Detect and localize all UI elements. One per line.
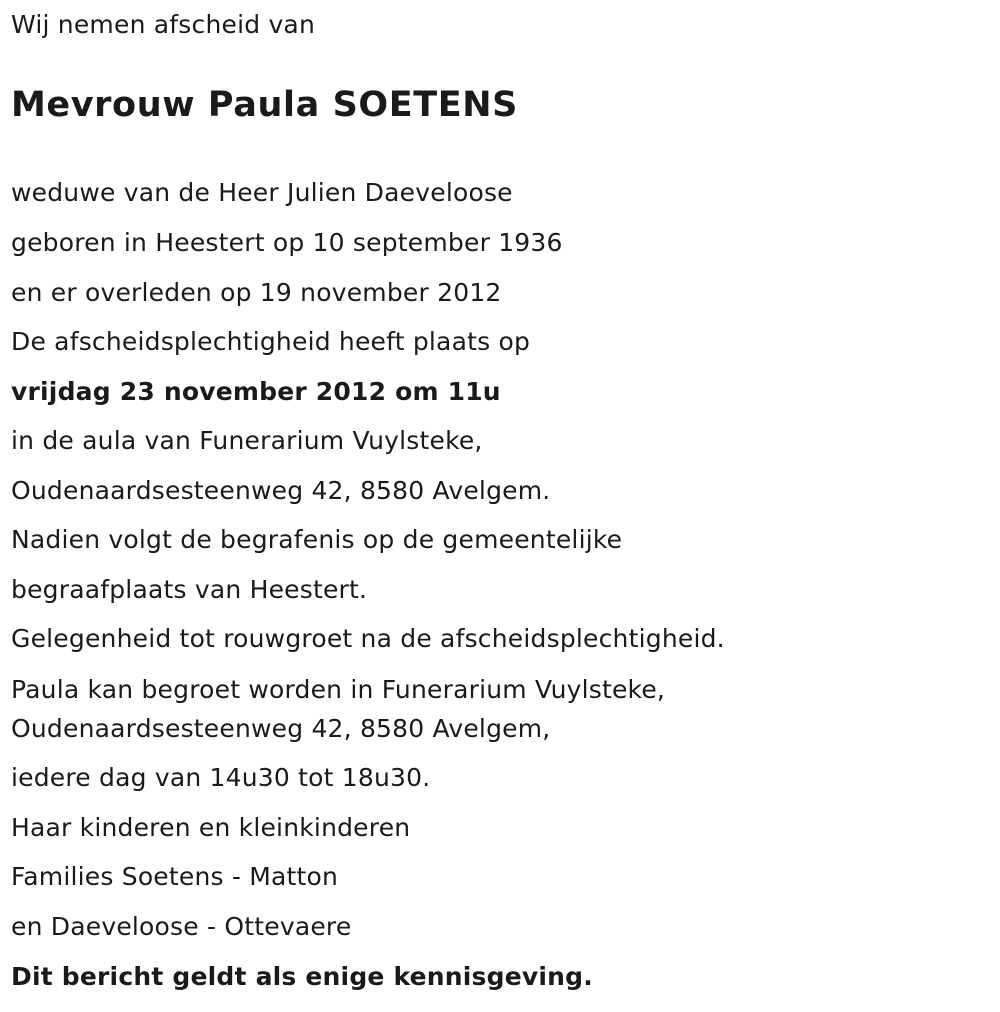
family-line-2: Families Soetens - Matton	[11, 862, 339, 891]
widow-line: weduwe van de Heer Julien Daeveloose	[11, 178, 513, 207]
deceased-name: Mevrouw Paula SOETENS	[11, 85, 518, 125]
intro-text: Wij nemen afscheid van	[11, 10, 315, 39]
visit-line-2: Oudenaardsesteenweg 42, 8580 Avelgem,	[11, 714, 551, 743]
visit-hours-line: iedere dag van 14u30 tot 18u30.	[11, 763, 431, 792]
condolence-line: Gelegenheid tot rouwgroet na de afscheidsplechtigheid.	[11, 624, 725, 653]
death-line: en er overleden op 19 november 2012	[11, 278, 502, 307]
burial-line-1: Nadien volgt de begrafenis op de gemeentelijke	[11, 525, 623, 554]
burial-line-2: begraafplaats van Heestert.	[11, 575, 368, 604]
visit-line-1: Paula kan begroet worden in Funerarium Vuylsteke,	[11, 675, 666, 704]
birth-line: geboren in Heestert op 10 september 1936	[11, 228, 563, 257]
closing-statement: Dit bericht geldt als enige kennisgeving.	[11, 962, 593, 991]
family-line-1: Haar kinderen en kleinkinderen	[11, 813, 411, 842]
ceremony-intro-line: De afscheidsplechtigheid heeft plaats op	[11, 327, 531, 356]
family-line-3: en Daeveloose - Ottevaere	[11, 912, 352, 941]
ceremony-date-line: vrijdag 23 november 2012 om 11u	[11, 377, 501, 406]
location-line-1: in de aula van Funerarium Vuylsteke,	[11, 426, 483, 455]
location-line-2: Oudenaardsesteenweg 42, 8580 Avelgem.	[11, 476, 551, 505]
